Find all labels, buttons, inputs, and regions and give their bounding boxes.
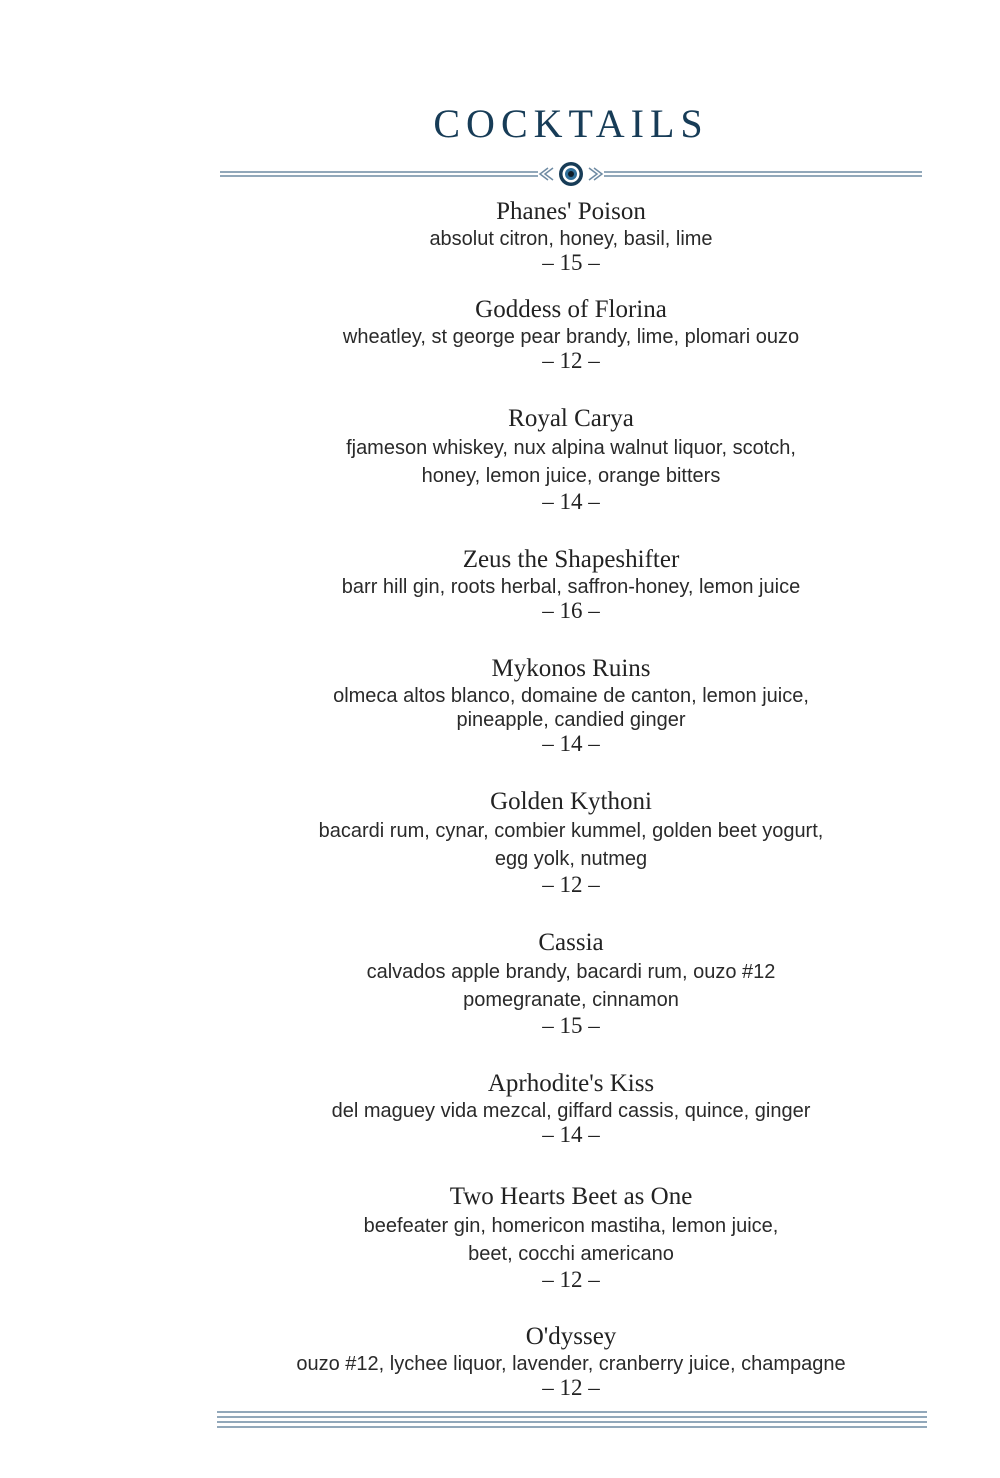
cocktail-item (220, 197, 922, 275)
top-divider (218, 158, 924, 192)
cocktail-ingredients: honey, lemon juice, orange bitters (421, 465, 721, 487)
cocktail-price: – 12 – (542, 348, 600, 373)
cocktail-name: Golden Kythoni (490, 788, 652, 815)
cocktail-name: Phanes' Poison (496, 198, 646, 225)
cocktail-item (220, 295, 922, 373)
cocktail-name: O'dyssey (525, 1323, 617, 1350)
cocktail-price: – 16 – (542, 598, 600, 623)
cocktail-price: – 14 – (542, 731, 600, 756)
cocktail-item (220, 545, 922, 623)
cocktail-ingredients: olmeca altos blanco, domaine de canton, lemon juice, (333, 685, 809, 707)
cocktail-item (220, 404, 922, 514)
cocktail-ingredients: pineapple, candied ginger (456, 709, 686, 731)
cocktail-ingredients: beefeater gin, homericon mastiha, lemon juice, (363, 1215, 779, 1237)
cocktail-name: Goddess of Florina (475, 296, 667, 323)
cocktail-ingredients: bacardi rum, cynar, combier kummel, golden beet yogurt, (318, 820, 824, 842)
cocktail-name: Two Hearts Beet as One (449, 1183, 693, 1210)
cocktail-ingredients: beet, cocchi americano (468, 1243, 674, 1265)
cocktail-ingredients: absolut citron, honey, basil, lime (429, 228, 713, 250)
cocktail-price: – 12 – (542, 1267, 600, 1292)
cocktail-price: – 14 – (542, 1122, 600, 1147)
evil-eye-icon (540, 162, 602, 186)
cocktail-item (220, 1322, 922, 1400)
cocktail-ingredients: pomegranate, cinnamon (463, 989, 679, 1011)
cocktail-name: Mykonos Ruins (491, 655, 651, 682)
cocktail-price: – 12 – (542, 1375, 600, 1400)
cocktail-name: Aprhodite's Kiss (487, 1070, 655, 1097)
cocktail-ingredients: calvados apple brandy, bacardi rum, ouzo #12 (366, 961, 776, 983)
cocktail-price: – 15 – (542, 1013, 600, 1038)
cocktail-name: Zeus the Shapeshifter (462, 546, 680, 573)
cocktail-item (220, 1069, 922, 1147)
cocktail-name: Royal Carya (508, 405, 634, 432)
cocktail-ingredients: fjameson whiskey, nux alpina walnut liquor, scotch, (346, 437, 796, 459)
menu-title: COCKTAILS (433, 101, 709, 146)
cocktail-ingredients: ouzo #12, lychee liquor, lavender, cranberry juice, champagne (296, 1353, 846, 1375)
cocktail-price: – 12 – (542, 872, 600, 897)
cocktail-price: – 14 – (542, 489, 600, 514)
cocktail-item (220, 654, 922, 756)
bottom-divider (217, 1409, 927, 1433)
cocktail-item (220, 787, 922, 897)
cocktail-item (220, 928, 922, 1038)
cocktail-ingredients: egg yolk, nutmeg (494, 848, 648, 870)
cocktail-ingredients: barr hill gin, roots herbal, saffron-honey, lemon juice (341, 576, 801, 598)
cocktail-item (220, 1182, 922, 1292)
cocktail-price: – 15 – (542, 250, 600, 275)
cocktail-ingredients: wheatley, st george pear brandy, lime, plomari ouzo (342, 326, 800, 348)
cocktail-name: Cassia (538, 929, 604, 956)
cocktail-ingredients: del maguey vida mezcal, giffard cassis, quince, ginger (331, 1100, 811, 1122)
